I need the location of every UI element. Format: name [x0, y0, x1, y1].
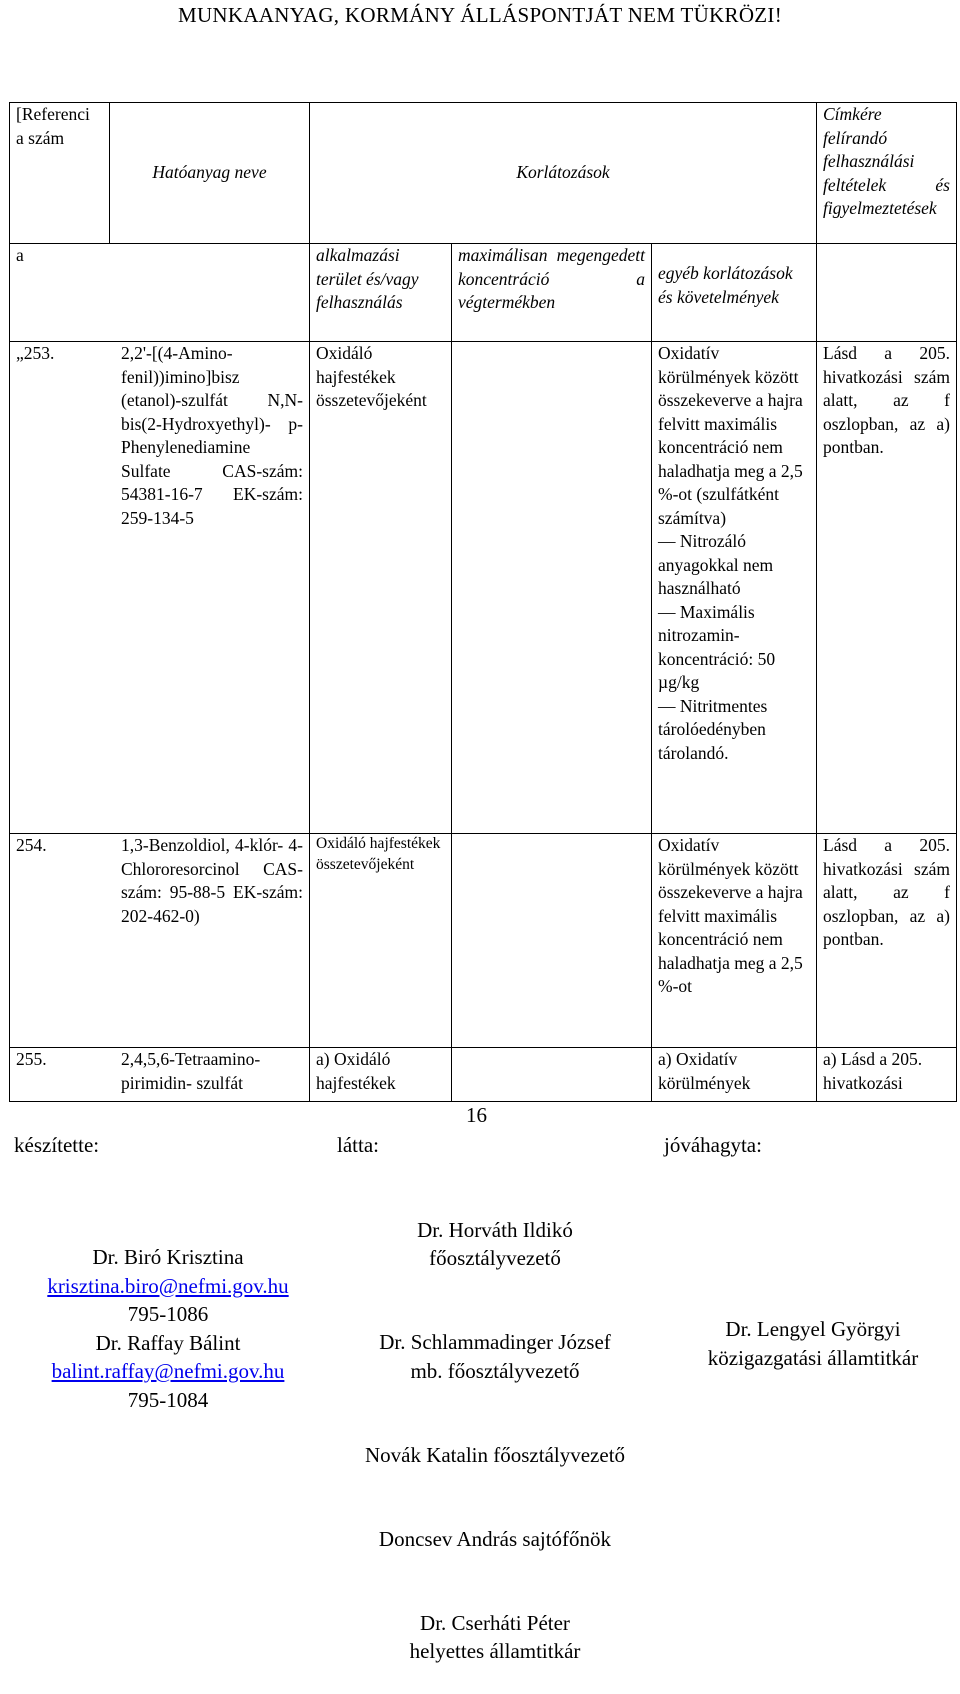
substance-table — [9, 102, 957, 1102]
other-restrictions: Oxidatív körülmények között összekeverve a hajra felvitt maximális koncentráció nem haladhatja meg a 2,5 %-ot — [652, 834, 817, 1048]
other-restrictions: Oxidatív körülmények között összekeverve a hajra felvitt maximális koncentráció nem haladhatja meg a 2,5 %-ot (szulfátként számítva) — Nitrozáló anyagokkal nem használható — Maximális nitrozamin-koncentráció: 50 µg/kg — Nitritmentes tárolóedényben tárolandó. — [652, 342, 817, 834]
seen-by-block — [330, 1187, 660, 1694]
substance-name: 2,2'-[(4-Amino-fenil))imino]bisz (etanol)-szulfát N,N-bis(2-Hydroxyethyl)- p-Phenylenediamine Sulfate CAS-szám: 54381-16-7 EK-szám: 259-134-5 — [121, 343, 303, 528]
substance-name: 1,3-Benzoldiol, 4-klór- 4-Chlororesorcinol CAS-szám: 95-88-5 EK-szám: 202-462-0) — [121, 835, 303, 926]
application-area: Oxidáló hajfestékek összetevőjeként — [310, 342, 452, 834]
approved-by-label: jóváhagyta: — [664, 1133, 762, 1157]
label-conditions: Lásd a 205. hivatkozási szám alatt, az f oszlopban, az a) pontban. — [817, 342, 957, 834]
preparer-email-link[interactable]: krisztina.biro@nefmi.gov.hu — [47, 1273, 289, 1298]
page-number: 16 — [466, 1103, 487, 1127]
reviewer: Dr. Horváth Ildikó főosztályvezető — [417, 1217, 573, 1270]
max-concentration — [452, 342, 652, 834]
preparer-phone: 795-1086 — [127, 1302, 209, 1326]
max-concentration — [452, 834, 652, 1048]
row-254-substance — [10, 834, 310, 1048]
application-area: a) Oxidáló hajfestékek — [310, 1048, 452, 1102]
reviewer: Doncsev András sajtófőnök — [378, 1526, 612, 1551]
label-conditions: Lásd a 205. hivatkozási szám alatt, az f oszlopban, az a) pontban. — [817, 834, 957, 1048]
page-header: MUNKAANYAG, KORMÁNY ÁLLÁSPONTJÁT NEM TÜKRÖZI! — [177, 3, 783, 27]
restrictions-header: Korlátozások — [310, 103, 817, 244]
column-a-header: a — [10, 244, 310, 342]
label-subheader-empty — [817, 244, 957, 342]
ref-number: 255. — [16, 1049, 47, 1069]
other-restrictions: a) Oxidatív körülmények — [652, 1048, 817, 1102]
table-header-row — [10, 103, 957, 244]
table-row — [10, 834, 957, 1048]
preparer-email-link[interactable]: balint.raffay@nefmi.gov.hu — [51, 1359, 285, 1383]
substance-name: 2,4,5,6-Tetraamino-pirimidin- szulfát — [121, 1049, 261, 1093]
table-row — [10, 1048, 957, 1102]
table-row — [10, 342, 957, 834]
preparer-phone: 795-1084 — [127, 1387, 209, 1412]
reviewer: Novák Katalin főosztályvezető — [364, 1442, 626, 1467]
reviewer: Dr. Cserháti Péter helyettes államtitkár — [409, 1610, 581, 1663]
reviewer: Dr. Schlammadinger József mb. főosztályvezető — [379, 1330, 611, 1383]
approved-by-block: Dr. Lengyel Györgyi közigazgatási államtitkár — [707, 1317, 919, 1370]
row-255-substance — [10, 1048, 310, 1102]
max-concentration — [452, 1048, 652, 1102]
seen-by-label: látta: — [337, 1133, 379, 1157]
table-subheader-row — [10, 244, 957, 342]
prepared-by-label: készítette: — [14, 1133, 100, 1157]
other-restrictions-header: egyéb korlátozások és követelmények — [652, 244, 817, 342]
ref-number: 254. — [16, 835, 47, 855]
max-concentration-header: maximálisan megengedett koncentráció a végtermékben — [452, 244, 652, 342]
row-253-substance — [10, 342, 310, 834]
application-area: Oxidáló hajfestékek összetevőjeként — [310, 834, 452, 1048]
label-conditions-header: Címkére felírandó felhasználási feltételek és figyelmeztetések — [817, 103, 957, 244]
ref-number-header: [Referenci a szám — [10, 103, 110, 244]
application-area-header: alkalmazási terület és/vagy felhasználás — [310, 244, 452, 342]
ref-number: „253. — [16, 343, 55, 363]
prepared-by-block — [0, 1243, 336, 1414]
substance-name-header: Hatóanyag neve — [110, 103, 310, 244]
preparer-name: Dr. Raffay Bálint — [95, 1330, 241, 1355]
preparer-name: Dr. Biró Krisztina — [92, 1245, 244, 1269]
label-conditions: a) Lásd a 205. hivatkozási — [817, 1048, 957, 1102]
